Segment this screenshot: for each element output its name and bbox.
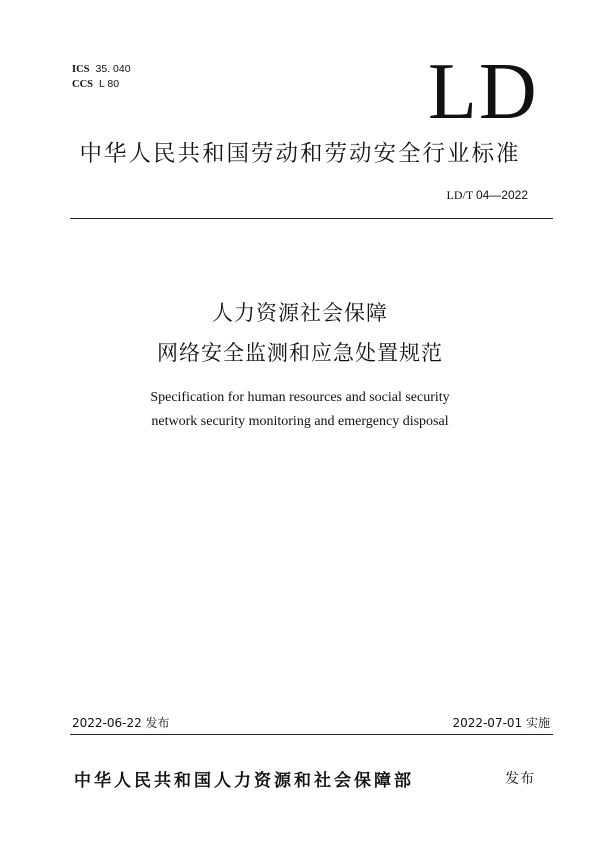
issue-label: 发布 <box>505 771 535 787</box>
standard-number-prefix: LD/T <box>446 188 473 202</box>
standard-number-value: 04—2022 <box>475 188 528 202</box>
industry-standard-title: 中华人民共和国劳动和劳动安全行业标准 <box>79 141 521 167</box>
implementation-date: 2022-07-01 实施 <box>452 716 550 730</box>
ics-value: 35. 040 <box>95 63 131 75</box>
ccs-code-row <box>72 77 131 92</box>
standard-number <box>447 188 529 203</box>
ld-logo: LD <box>428 48 539 136</box>
issuing-authority: 中华人民共和国人力资源和社会保障部 <box>74 771 414 791</box>
classification-codes <box>72 62 131 92</box>
english-title-line-1: Specification for human resources and social security <box>150 390 450 405</box>
ccs-label: CCS <box>72 79 94 90</box>
chinese-title-line-2: 网络安全监测和应急处置规范 <box>157 341 443 365</box>
ics-label: ICS <box>72 64 90 75</box>
publish-date: 2022-06-22 发布 <box>72 716 170 730</box>
ccs-value: L 80 <box>99 78 120 90</box>
chinese-title-line-1: 人力资源社会保障 <box>212 301 388 325</box>
top-divider <box>70 218 553 219</box>
ics-code-row <box>72 62 131 77</box>
english-title-line-2: network security monitoring and emergency disposal <box>151 414 449 429</box>
bottom-divider <box>70 734 553 735</box>
